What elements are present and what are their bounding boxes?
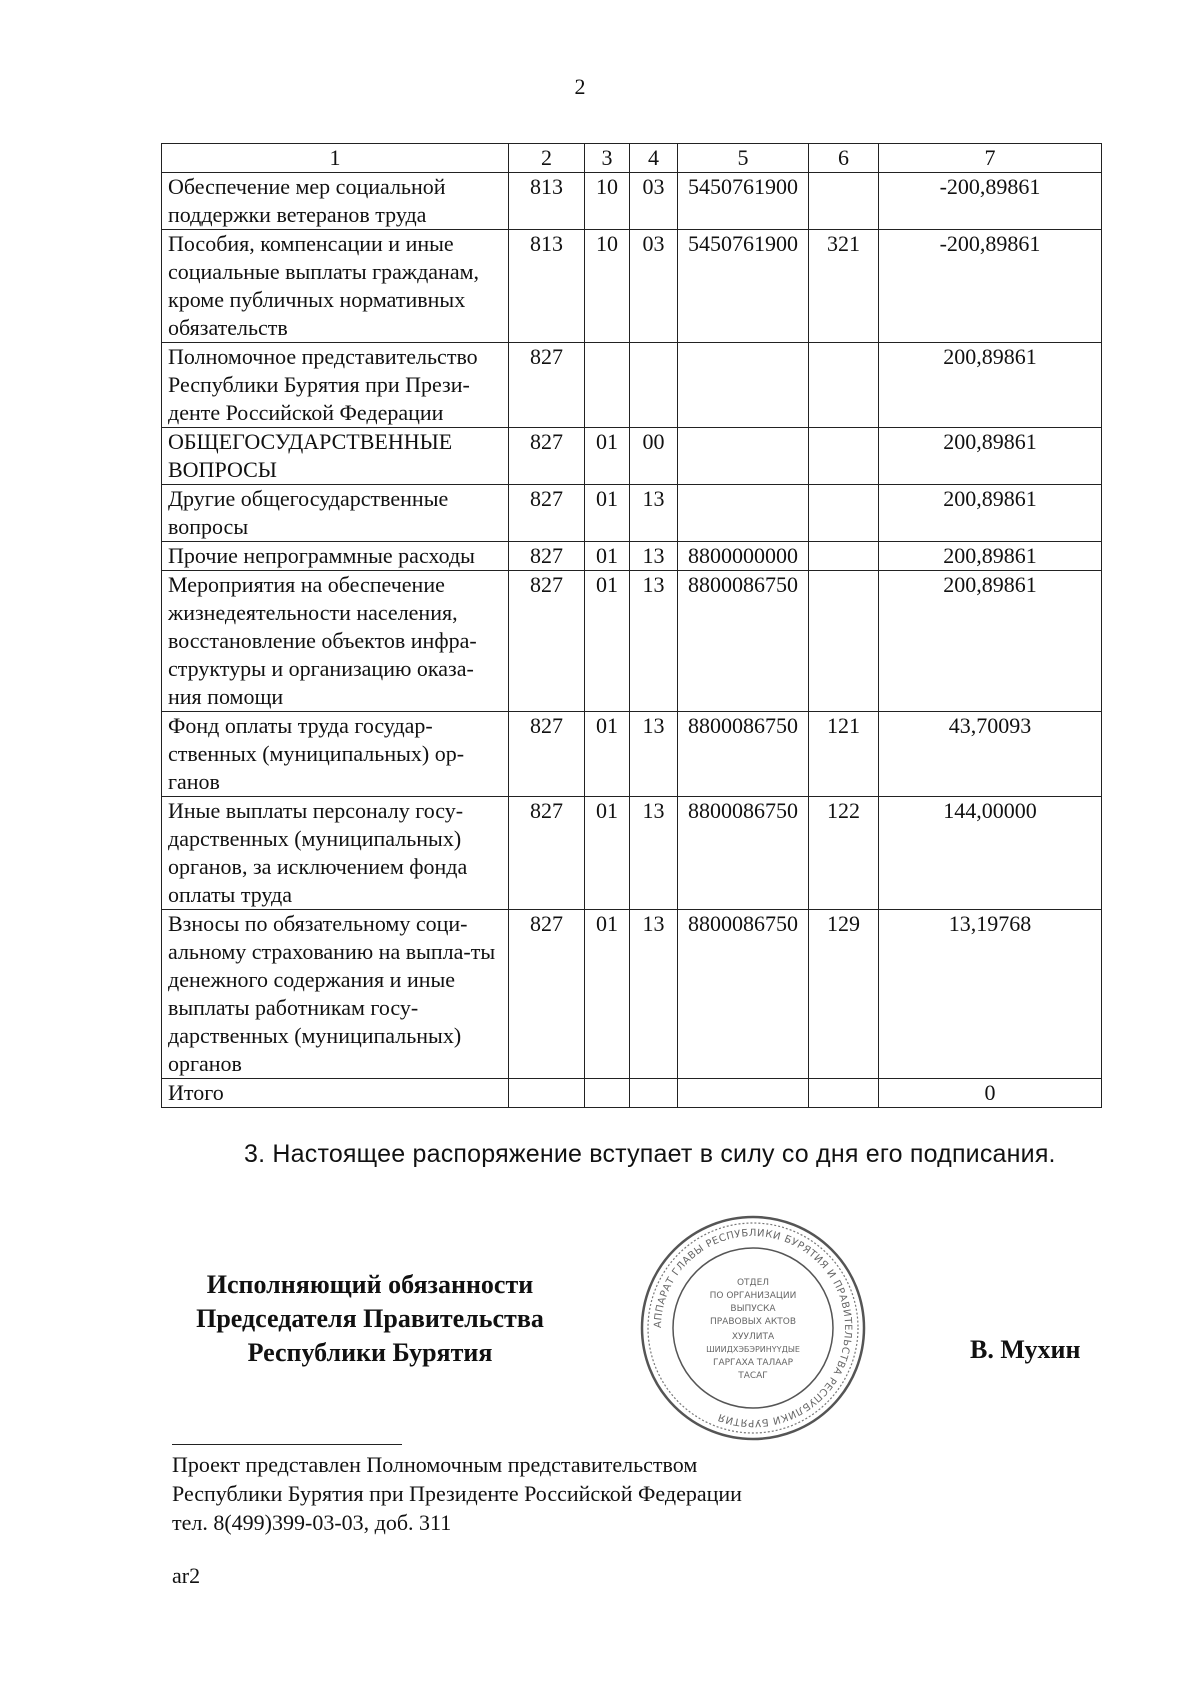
table-cell xyxy=(678,428,809,485)
table-cell: 8800086750 xyxy=(678,797,809,910)
table-cell: 827 xyxy=(509,797,585,910)
table-cell: 8800086750 xyxy=(678,712,809,797)
table-cell: 5450761900 xyxy=(678,230,809,343)
table-cell: 03 xyxy=(630,173,678,230)
table-cell: 10 xyxy=(585,230,630,343)
row-description-cell: ОБЩЕГОСУДАРСТВЕННЫЕ ВОПРОСЫ xyxy=(162,428,509,485)
table-row xyxy=(162,712,1102,797)
signatory-title xyxy=(160,1268,580,1370)
table-cell: 813 xyxy=(509,173,585,230)
table-cell: 8800086750 xyxy=(678,910,809,1079)
table-cell xyxy=(585,1079,630,1108)
footnote-line: тел. 8(499)399-03-03, доб. 311 xyxy=(172,1510,452,1535)
table-cell: 13 xyxy=(630,910,678,1079)
table-cell: 321 xyxy=(809,230,879,343)
table-cell: 827 xyxy=(509,343,585,428)
table-row xyxy=(162,343,1102,428)
table-cell: 13 xyxy=(630,542,678,571)
table-cell: 121 xyxy=(809,712,879,797)
column-header: 2 xyxy=(509,144,585,173)
seal-line: ПРАВОВЫХ АКТОВ xyxy=(709,1317,797,1327)
table-cell: 122 xyxy=(809,797,879,910)
seal-line: ШИИДХЭБЭРИНҮҮДЫЕ xyxy=(706,1345,800,1354)
table-cell: 01 xyxy=(585,485,630,542)
table-cell: -200,89861 xyxy=(879,230,1102,343)
table-cell xyxy=(809,542,879,571)
budget-table xyxy=(161,143,1102,1108)
official-seal-stamp xyxy=(638,1213,868,1443)
row-description-cell: Обеспечение мер социальной поддержки ветеранов труда xyxy=(162,173,509,230)
table-cell: 01 xyxy=(585,571,630,712)
table-cell xyxy=(630,343,678,428)
table-cell: 01 xyxy=(585,542,630,571)
seal-line: ПО ОРГАНИЗАЦИИ xyxy=(709,1291,797,1301)
table-cell xyxy=(509,1079,585,1108)
column-header: 5 xyxy=(678,144,809,173)
seal-line: ХУУЛИТА xyxy=(731,1332,775,1342)
seal-ring-text: АППАРАТ ГЛАВЫ РЕСПУБЛИКИ БУРЯТИЯ И ПРАВИТЕЛЬСТВА РЕСПУБЛИКИ БУРЯТИЯ xyxy=(652,1227,854,1429)
table-cell: 200,89861 xyxy=(879,542,1102,571)
table-cell: 43,70093 xyxy=(879,712,1102,797)
table-cell xyxy=(809,173,879,230)
signatory-title-line: Исполняющий обязанности xyxy=(206,1270,534,1299)
table-row xyxy=(162,173,1102,230)
table-cell: 01 xyxy=(585,712,630,797)
table-cell: 10 xyxy=(585,173,630,230)
table-row xyxy=(162,485,1102,542)
table-cell xyxy=(809,485,879,542)
table-cell: 13 xyxy=(630,712,678,797)
table-row xyxy=(162,230,1102,343)
footnote-line: Республики Бурятия при Президенте Российской Федерации xyxy=(172,1481,742,1506)
footnote-divider xyxy=(172,1444,402,1445)
table-cell xyxy=(678,343,809,428)
row-description-cell: Взносы по обязательному соци-альному страхованию на выпла-ты денежного содержания и иные выплаты работникам госу-дарственных (муниципальных) органов xyxy=(162,910,509,1079)
table-cell: 00 xyxy=(630,428,678,485)
table-cell: 200,89861 xyxy=(879,343,1102,428)
table-row xyxy=(162,910,1102,1079)
table-cell: 144,00000 xyxy=(879,797,1102,910)
table-cell: 827 xyxy=(509,542,585,571)
row-description-cell: Пособия, компенсации и иные социальные выплаты гражданам, кроме публичных нормативных обязательств xyxy=(162,230,509,343)
table-cell: 200,89861 xyxy=(879,485,1102,542)
table-row xyxy=(162,428,1102,485)
footnote-line: Проект представлен Полномочным представительством xyxy=(172,1452,698,1477)
table-cell xyxy=(585,343,630,428)
column-header: 4 xyxy=(630,144,678,173)
table-cell: 01 xyxy=(585,797,630,910)
table-row xyxy=(162,797,1102,910)
table-cell: 200,89861 xyxy=(879,428,1102,485)
row-description-cell: Фонд оплаты труда государ-ственных (муниципальных) ор-ганов xyxy=(162,712,509,797)
signatory-title-line: Республики Бурятия xyxy=(247,1338,493,1367)
svg-text:АППАРАТ ГЛАВЫ РЕСПУБЛИКИ БУРЯТ xyxy=(653,1228,853,1428)
seal-line: ВЫПУСКА xyxy=(730,1304,776,1314)
footnote xyxy=(172,1450,742,1537)
table-cell: -200,89861 xyxy=(879,173,1102,230)
table-row xyxy=(162,542,1102,571)
row-description-cell: Другие общегосударственные вопросы xyxy=(162,485,509,542)
table-cell xyxy=(809,1079,879,1108)
table-body xyxy=(162,173,1102,1108)
table-cell: 5450761900 xyxy=(678,173,809,230)
table-cell: 13 xyxy=(630,571,678,712)
table-cell: 827 xyxy=(509,712,585,797)
table-cell: 827 xyxy=(509,571,585,712)
clause-text: 3. Настоящее распоряжение вступает в силу со дня его подписания. xyxy=(244,1140,1056,1168)
table-cell: 01 xyxy=(585,428,630,485)
row-description-cell: Полномочное представительство Республики Бурятия при Прези-денте Российской Федерации xyxy=(162,343,509,428)
table-cell: 0 xyxy=(879,1079,1102,1108)
seal-line: ГАРГАХА ТАЛААР xyxy=(712,1358,794,1368)
table-cell: 813 xyxy=(509,230,585,343)
row-description-cell: Иные выплаты персоналу госу-дарственных (муниципальных) органов, за исключением фонда оплаты труда xyxy=(162,797,509,910)
column-header: 1 xyxy=(162,144,509,173)
table-cell: 827 xyxy=(509,485,585,542)
table-row xyxy=(162,1079,1102,1108)
signatory-name: В. Мухин xyxy=(970,1335,1081,1364)
row-description-cell: Мероприятия на обеспечение жизнедеятельности населения, восстановление объектов инфра-структуры и организацию оказа-ния помощи xyxy=(162,571,509,712)
table-cell: 8800086750 xyxy=(678,571,809,712)
table-header-row xyxy=(162,144,1102,173)
row-description-cell: Прочие непрограммные расходы xyxy=(162,542,509,571)
table-cell xyxy=(678,485,809,542)
page-number: 2 xyxy=(574,74,586,99)
column-header: 7 xyxy=(879,144,1102,173)
table-cell: 13,19768 xyxy=(879,910,1102,1079)
row-description-cell: Итого xyxy=(162,1079,509,1108)
table-cell: 200,89861 xyxy=(879,571,1102,712)
seal-line: ОТДЕЛ xyxy=(736,1278,770,1288)
table-cell: 03 xyxy=(630,230,678,343)
table-cell: 13 xyxy=(630,797,678,910)
table-cell: 129 xyxy=(809,910,879,1079)
table-cell xyxy=(809,343,879,428)
column-header: 6 xyxy=(809,144,879,173)
table-row xyxy=(162,571,1102,712)
column-header: 3 xyxy=(585,144,630,173)
document-code: ar2 xyxy=(172,1563,201,1588)
table-cell xyxy=(809,428,879,485)
table-cell: 13 xyxy=(630,485,678,542)
seal-line: ТАСАГ xyxy=(738,1371,768,1381)
signatory-title-line: Председателя Правительства xyxy=(196,1304,544,1333)
table-cell xyxy=(678,1079,809,1108)
table-cell xyxy=(809,571,879,712)
table-cell: 827 xyxy=(509,428,585,485)
table-cell xyxy=(630,1079,678,1108)
table-cell: 827 xyxy=(509,910,585,1079)
table-cell: 8800000000 xyxy=(678,542,809,571)
table-cell: 01 xyxy=(585,910,630,1079)
